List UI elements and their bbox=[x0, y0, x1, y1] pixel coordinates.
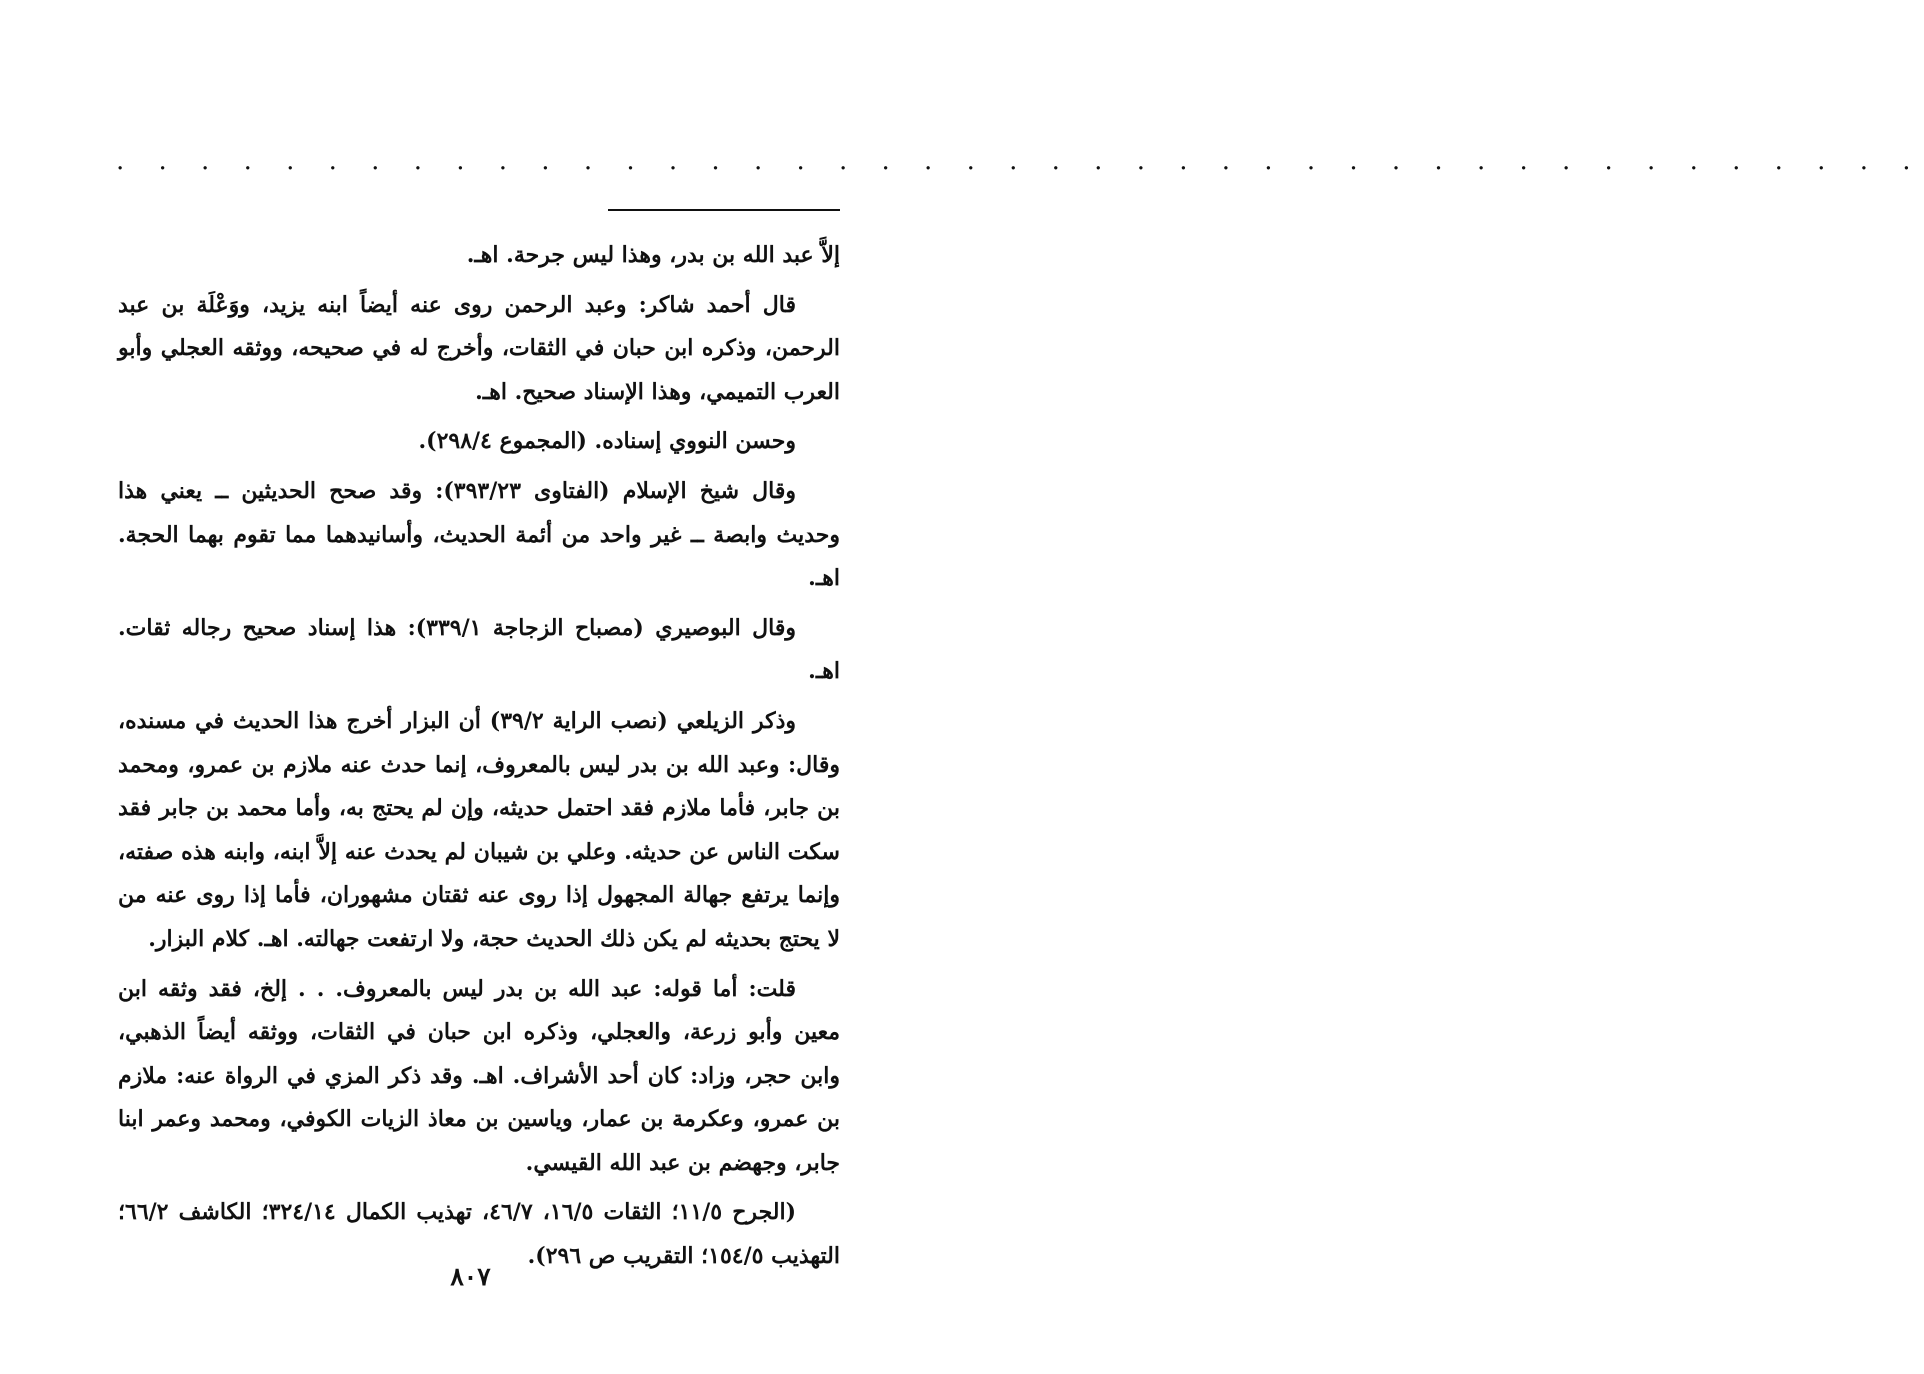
paragraph-2: قال أحمد شاكر: وعبد الرحمن روى عنه أيضاً ابنه يزيد، ووَعْلَة بن عبد الرحمن، وذكره ابن حبان في الثقات، وأخرج له في صحيحه، ووثقه العجلي وأبو العرب التميمي، وهذا الإسناد صحيح. اهـ. bbox=[118, 291, 840, 405]
paragraph-6: وذكر الزيلعي (نصب الراية ٣٩/٢) أن البزار أخرج هذا الحديث في مسنده، وقال: وعبد الله بن بدر ليس بالمعروف، إنما حدث عنه ملازم بن عمرو، ومحمد بن جابر، فأما ملازم فقد احتمل حديثه، وإن لم يحتج به، وأما محمد بن جابر فقد سكت الناس عن حديثه. وعلي بن شيبان لم يحدث عنه إلاَّ ابنه، وابنه هذه صفته، وإنما يرتفع جهالة المجهول إذا روى عنه ثقتان مشهوران، فأما إذا روى عنه من لا يحتج بحديثه لم يكن ذلك الحديث حجة، ولا ارتفعت جهالته. اهـ. كلام البزار. bbox=[118, 707, 840, 952]
footnote-rule bbox=[608, 209, 840, 211]
paragraph-7: قلت: أما قوله: عبد الله بن بدر ليس بالمعروف. . . إلخ، فقد وثقه ابن معين وأبو زرعة، والعجلي، وذكره ابن حبان في الثقات، ووثقه أيضاً الذهبي، وابن حجر، وزاد: كان أحد الأشراف. اهـ. وقد ذكر المزي في الرواة عنه: ملازم بن عمرو، وعكرمة بن عمار، وياسين بن معاذ الزيات الكوفي، ومحمد وعمر ابنا جابر، وجهضم بن عبد الله القيسي. bbox=[118, 975, 840, 1176]
page-body bbox=[118, 234, 840, 1285]
paragraph-1: إلاَّ عبد الله بن بدر، وهذا ليس جرحة. اهـ. bbox=[466, 242, 840, 268]
separator-dots: . . . . . . . . . . . . . . . . . . . . . . . . . . . . . . . . . . . . . . . . . . . bbox=[116, 146, 1924, 176]
paragraph-5: وقال البوصيري (مصباح الزجاجة ٣٣٩/١): هذا إسناد صحيح رجاله ثقات. اهـ. bbox=[118, 614, 840, 685]
page-number: ٨٠٧ bbox=[450, 1262, 491, 1291]
paragraph-8: (الجرح ١١/٥؛ الثقات ١٦/٥، ٤٦/٧، تهذيب الكمال ٣٢٤/١٤؛ الكاشف ٦٦/٢؛ التهذيب ١٥٤/٥؛ التقريب ص ٢٩٦). bbox=[118, 1199, 840, 1270]
paragraph-4: وقال شيخ الإسلام (الفتاوى ٣٩٣/٢٣): وقد صحح الحديثين ــ يعني هذا وحديث وابصة ــ غير واحد من أئمة الحديث، وأسانيدهما مما تقوم بهما الحجة. اهـ. bbox=[118, 477, 840, 592]
paragraph-3: وحسن النووي إسناده. (المجموع ٢٩٨/٤). bbox=[418, 428, 796, 455]
